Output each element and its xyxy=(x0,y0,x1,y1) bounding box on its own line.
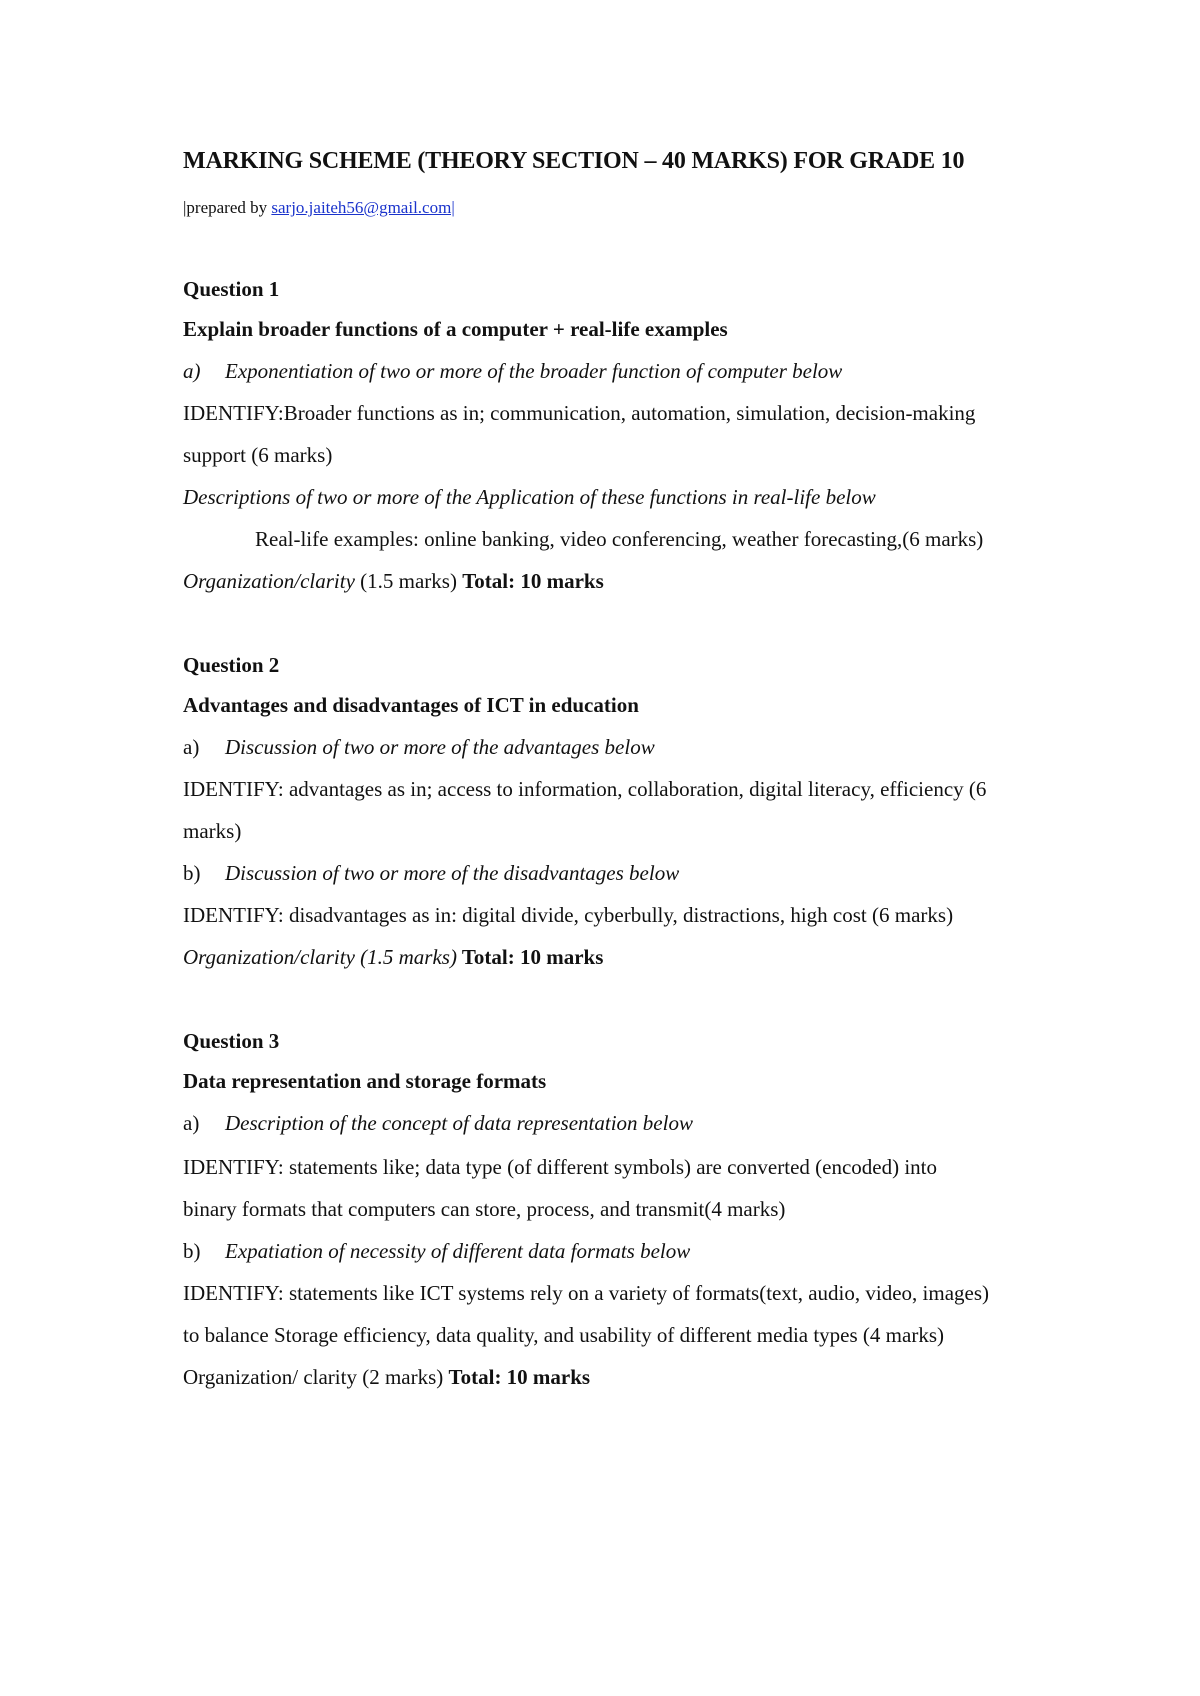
document-title: MARKING SCHEME (THEORY SECTION – 40 MARKS) FOR GRADE 10 xyxy=(183,148,965,174)
part-b-text: Discussion of two or more of the disadvantages below xyxy=(225,861,680,885)
question-1-organization xyxy=(183,568,604,594)
part-a-text: Discussion of two or more of the advantages below xyxy=(225,735,655,759)
part-a-text: Exponentiation of two or more of the broader function of computer below xyxy=(225,359,843,383)
organization-label: Organization/clarity xyxy=(183,569,355,593)
question-1-identify-line-1: IDENTIFY:Broader functions as in; communication, automation, simulation, decision-making xyxy=(183,401,976,425)
question-2-identify-a-line-1: IDENTIFY: advantages as in; access to information, collaboration, digital literacy, efficiency (6 xyxy=(183,777,987,801)
part-b-label: b) xyxy=(183,1239,201,1263)
part-a-text: Description of the concept of data representation below xyxy=(225,1111,693,1135)
question-3-identify-a-line-2: binary formats that computers can store, process, and transmit(4 marks) xyxy=(183,1197,786,1221)
question-2-identify-b: IDENTIFY: disadvantages as in: digital divide, cyberbully, distractions, high cost (6 marks) xyxy=(183,903,954,927)
question-3-identify-b-line-2: to balance Storage efficiency, data quality, and usability of different media types (4 marks) xyxy=(183,1323,944,1347)
question-1-real-life-examples: Real-life examples: online banking, video conferencing, weather forecasting,(6 marks) xyxy=(255,527,984,551)
organization-label: Organization/clarity (1.5 marks) xyxy=(183,945,457,969)
question-3-total: Total: 10 marks xyxy=(448,1365,591,1389)
prepared-by-line xyxy=(183,195,455,221)
question-1-descriptions: Descriptions of two or more of the Application of these functions in real-life below xyxy=(183,485,876,509)
question-2-organization xyxy=(183,944,603,970)
part-a-label: a) xyxy=(183,359,201,383)
organization-marks: (1.5 marks) xyxy=(354,569,463,593)
question-3-part-b xyxy=(183,1238,690,1264)
question-3-heading: Question 3 xyxy=(183,1029,280,1053)
question-1-identify-line-2: support (6 marks) xyxy=(183,443,333,467)
part-b-text: Expatiation of necessity of different data formats below xyxy=(225,1239,691,1263)
question-3-subheading: Data representation and storage formats xyxy=(183,1069,547,1093)
question-3-organization xyxy=(183,1364,590,1390)
question-2-part-b xyxy=(183,860,679,886)
question-2-identify-a-line-2: marks) xyxy=(183,819,242,843)
part-b-label: b) xyxy=(183,861,201,885)
question-3-identify-b-line-1: IDENTIFY: statements like ICT systems rely on a variety of formats(text, audio, video, images) xyxy=(183,1281,989,1305)
question-2-total: Total: 10 marks xyxy=(456,945,604,969)
question-2-heading: Question 2 xyxy=(183,653,280,677)
question-3-identify-a-line-1: IDENTIFY: statements like; data type (of different symbols) are converted (encoded) into xyxy=(183,1155,938,1179)
author-email-link[interactable]: sarjo.jaiteh56@gmail.com| xyxy=(271,198,455,217)
question-1-total: Total: 10 marks xyxy=(462,569,604,593)
question-3-part-a xyxy=(183,1110,693,1136)
question-1-heading: Question 1 xyxy=(183,277,280,301)
part-a-label: a) xyxy=(183,735,200,759)
part-a-label: a) xyxy=(183,1111,200,1135)
question-1-subheading: Explain broader functions of a computer + real-life examples xyxy=(183,317,728,341)
question-2-part-a xyxy=(183,734,655,760)
prepared-by-label: |prepared by xyxy=(183,198,272,217)
question-2-subheading: Advantages and disadvantages of ICT in education xyxy=(183,693,639,717)
organization-label: Organization/ clarity (2 marks) xyxy=(183,1365,449,1389)
question-1-part-a xyxy=(183,358,842,384)
